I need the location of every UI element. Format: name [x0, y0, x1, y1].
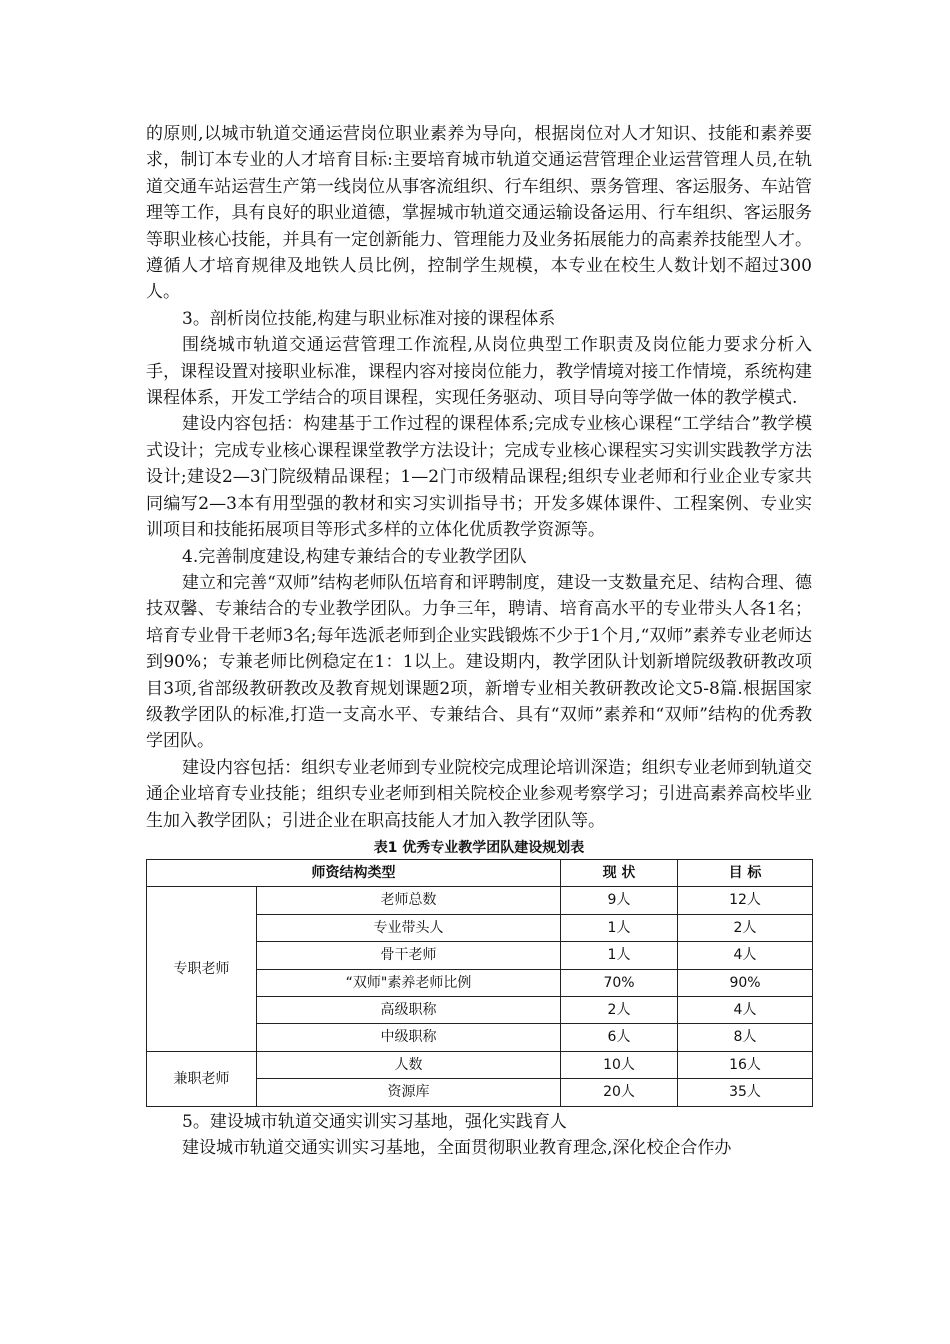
current-cell: 1人 — [561, 942, 678, 969]
target-cell: 4人 — [678, 997, 813, 1024]
group-label-cell: 兼职老师 — [147, 1051, 257, 1106]
current-cell: 9人 — [561, 887, 678, 914]
paragraph: 建设内容包括：构建基于工作过程的课程体系;完成专业核心课程“工学结合”教学模式设计；完成专业核心课程课堂教学方法设计；完成专业核心课程实习实训实践教学方法设计;建设2—3门院级精品课程；1—2门市级精品课程;组织专业老师和行业企业专家共同编写2—3本有用型强的教材和实习实训指导书；开发多媒体课件、工程案例、专业实训项目和技能拓展项目等形式多样的立体化优质教学资源等。 — [146, 414, 812, 541]
target-cell: 16人 — [678, 1051, 813, 1078]
paragraph: 的原则,以城市轨道交通运营岗位职业素养为导向，根据岗位对人才知识、技能和素养要求，制订本专业的人才培育目标:主要培育城市轨道交通运营管理企业运营管理人员,在轨道交通车站运营生产第一线岗位从事客流组织、行车组织、票务管理、客运服务、车站管理等工作，具有良好的职业道德，掌握城市轨道交通运输设备运用、行车组织、客运服务等职业核心技能，并具有一定创新能力、管理能力及业务拓展能力的高素养技能型人才。遵循人才培育规律及地铁人员比例，控制学生规模，本专业在校生人数计划不超过300人。 — [146, 124, 812, 303]
target-cell: 4人 — [678, 942, 813, 969]
current-cell: 10人 — [561, 1051, 678, 1078]
paragraph: 5。建设城市轨道交通实训实习基地，强化实践育人 — [182, 1111, 567, 1132]
paragraph: 建设内容包括：组织专业老师到专业院校完成理论培训深造；组织专业老师到轨道交通企业培育专业技能；组织专业老师到相关院校企业参观考察学习；引进高素养高校毕业生加入教学团队；引进企业在职高技能人才加入教学团队等。 — [146, 757, 812, 831]
target-cell: 90% — [678, 969, 813, 996]
current-cell: 20人 — [561, 1079, 678, 1106]
table-body — [147, 887, 813, 1106]
body-text-bottom — [146, 1109, 812, 1162]
item-cell: 老师总数 — [257, 887, 561, 914]
target-cell: 12人 — [678, 887, 813, 914]
team-plan-table — [146, 859, 813, 1107]
paragraph: 3。剖析岗位技能,构建与职业标准对接的课程体系 — [182, 308, 556, 329]
target-cell: 8人 — [678, 1024, 813, 1051]
item-cell: 资源库 — [257, 1079, 561, 1106]
table-row — [147, 887, 813, 914]
target-cell: 35人 — [678, 1079, 813, 1106]
document-page — [146, 121, 812, 1161]
paragraph: 建立和完善“双师”结构老师队伍培育和评聘制度，建设一支数量充足、结构合理、德技双馨、专兼结合的专业教学团队。力争三年，聘请、培育高水平的专业带头人各1名；培育专业骨干老师3名;每年选派老师到企业实践锻炼不少于1个月,“双师”素养专业老师达到90%；专兼老师比例稳定在1：1以上。建设期内，教学团队计划新增院级教研教改项目3项,省部级教研教改及教育规划课题2项，新增专业相关教研教改论文5-8篇.根据国家级教学团队的标准,打造一支高水平、专兼结合、具有“双师”素养和“双师”结构的优秀教学团队。 — [146, 572, 812, 752]
paragraph: 建设城市轨道交通实训实习基地，全面贯彻职业教育理念,深化校企合作办 — [182, 1138, 732, 1159]
table-caption: 表1 优秀专业教学团队建设规划表 — [373, 839, 585, 856]
current-cell: 70% — [561, 969, 678, 996]
item-cell: 人数 — [257, 1051, 561, 1078]
item-cell: “双师"素养老师比例 — [257, 969, 561, 996]
item-cell: 中级职称 — [257, 1024, 561, 1051]
item-cell: 专业带头人 — [257, 914, 561, 941]
group-label-cell: 专职老师 — [147, 887, 257, 1051]
paragraph: 围绕城市轨道交通运营管理工作流程,从岗位典型工作职责及岗位能力要求分析入手，课程设置对接职业标准，课程内容对接岗位能力，教学情境对接工作情境，系统构建课程体系，开发工学结合的项目课程，实现任务驱动、项目导向等学做一体的教学模式. — [146, 335, 812, 409]
item-cell: 骨干老师 — [257, 942, 561, 969]
table-row — [147, 1051, 813, 1078]
current-cell: 2人 — [561, 997, 678, 1024]
header-structure-type: 师资结构类型 — [147, 859, 561, 886]
header-target: 目 标 — [678, 859, 813, 886]
target-cell: 2人 — [678, 914, 813, 941]
header-current: 现 状 — [561, 859, 678, 886]
paragraph: 4.完善制度建设,构建专兼结合的专业教学团队 — [182, 546, 527, 567]
item-cell: 高级职称 — [257, 997, 561, 1024]
current-cell: 1人 — [561, 914, 678, 941]
body-text-top — [146, 121, 812, 834]
table-header-row — [147, 859, 813, 886]
current-cell: 6人 — [561, 1024, 678, 1051]
